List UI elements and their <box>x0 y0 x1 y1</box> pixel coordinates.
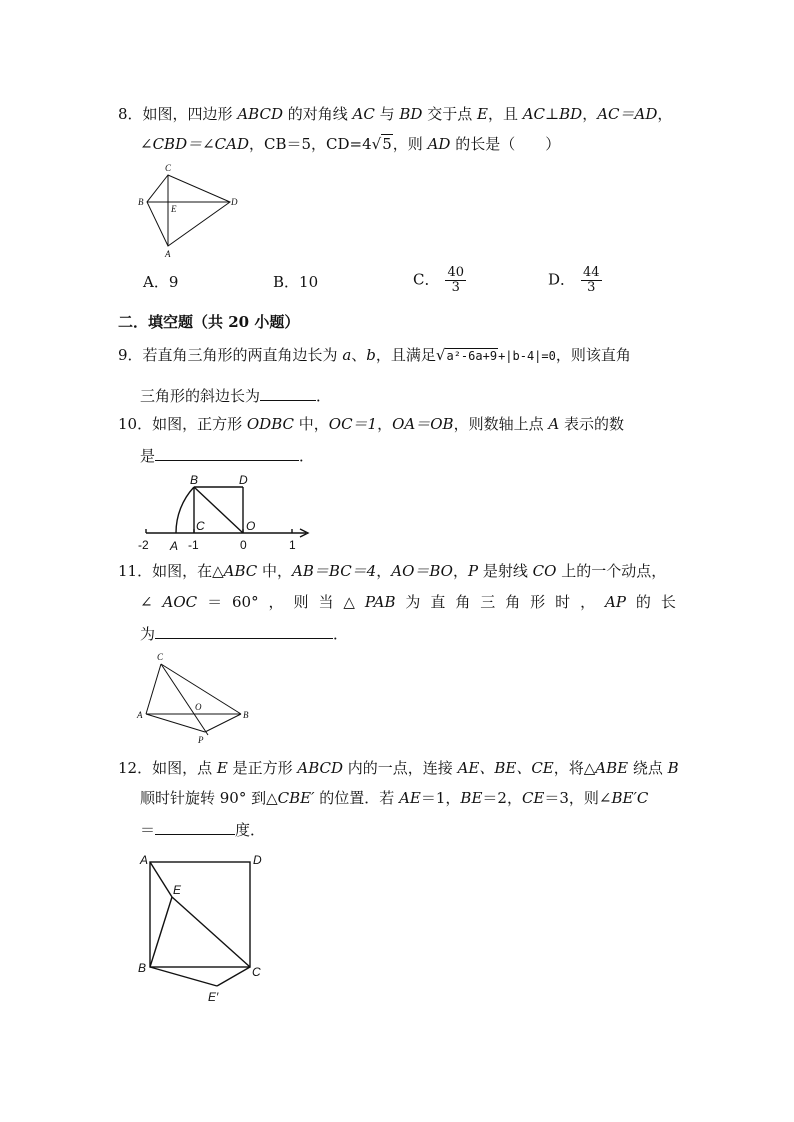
q11-answer-blank[interactable] <box>155 622 333 639</box>
q8-option-d-fraction: $\frac{44}{3}$ <box>583 265 600 295</box>
q8-line-2: ∠CBD＝∠CAD，CB＝5，CD=4√5，则 AD 的长是（ ） <box>140 135 561 153</box>
q11-label-p: P <box>198 735 204 745</box>
q8-option-a[interactable]: A．9 <box>143 273 179 291</box>
q11-label-o: O <box>195 702 202 712</box>
q12-label-c: C <box>252 965 261 979</box>
q11-segment-bp <box>205 714 241 732</box>
q8-option-b[interactable]: B．10 <box>273 273 319 291</box>
q11-number: 11． <box>118 562 153 580</box>
q12-label-a: A <box>140 853 149 867</box>
q10-label-d: D <box>239 473 248 487</box>
q10-answer-blank[interactable] <box>155 444 299 461</box>
q10-label-m2: -2 <box>138 538 149 552</box>
q12-line-2: 顺时针旋转 90° 到△CBE′ 的位置．若 AE＝1，BE＝2，CE＝3，则∠BE′C <box>140 789 649 807</box>
q12-square <box>150 862 250 967</box>
q10-number: 10． <box>118 415 153 433</box>
q8-label-b: B <box>138 197 144 207</box>
q8-label-e: E <box>171 204 177 214</box>
q8-option-c[interactable]: C． $\frac{40}{3}$ <box>413 265 465 295</box>
q9-answer-blank[interactable] <box>260 384 316 401</box>
sqrt-sign: √ <box>371 135 382 153</box>
q11-side-cb <box>161 664 241 714</box>
q11-label-a: A <box>137 710 143 720</box>
q9-line-2: 三角形的斜边长为 ． <box>140 384 331 406</box>
q12-label-b: B <box>138 961 147 975</box>
q11-ray-co <box>161 664 208 735</box>
q8-label-a: A <box>165 249 171 259</box>
q12-line-3: ＝ 度． <box>140 818 265 840</box>
q12-number: 12． <box>118 759 153 777</box>
q10-label-a: A <box>170 539 179 553</box>
q12-label-d: D <box>253 853 262 867</box>
q11-line-1: 11．如图，在△ABC 中，AB＝BC＝4，AO＝BO，P 是射线 CO 上的一个动点， <box>118 562 667 580</box>
q9-number: 9． <box>118 346 143 364</box>
q12-line-1: 12．如图，点 E 是正方形 ABCD 内的一点，连接 AE、BE、CE，将△ABE 绕点 B <box>118 759 679 777</box>
q12-label-e-prime: E′ <box>208 990 219 1004</box>
q11-side-ca <box>146 664 161 714</box>
q10-label-m1: -1 <box>188 538 199 552</box>
q11-line-3: 为 ． <box>140 622 348 644</box>
q8-label-d: D <box>231 197 238 207</box>
q10-diagonal-bo <box>194 487 243 533</box>
section-heading: 二．填空题（共 20 小题） <box>118 313 300 331</box>
q8-option-c-fraction: $\frac{40}{3}$ <box>447 265 465 295</box>
q9-line-1: 9．若直角三角形的两直角边长为 a、b，且满足√a²-6a+9+|b-4|=0，则该直角 <box>118 346 631 364</box>
q8-option-d[interactable]: D． $\frac{44}{3}$ <box>548 265 600 295</box>
q10-label-1: 1 <box>289 538 296 552</box>
q12-segment-ce <box>172 897 250 967</box>
q10-label-o: O <box>246 519 256 533</box>
q10-line-2: 是 ． <box>140 444 314 466</box>
q10-axis-arrow <box>300 529 308 537</box>
q12-segment-ae <box>150 862 172 897</box>
q11-segment-ap <box>146 714 205 732</box>
q12-segment-be <box>150 897 172 967</box>
q11-label-c: C <box>157 652 164 662</box>
q12-label-e: E <box>173 883 182 897</box>
q10-arc <box>176 487 194 533</box>
q11-line-2: ∠ AOC ＝ 60° ， 则 当 △ PAB 为 直 角 三 角 形 时 ， AP 的 长 <box>140 593 676 611</box>
q8-line-1: 8．如图，四边形 ABCD 的对角线 AC 与 BD 交于点 E，且 AC⊥BD，AC＝AD， <box>118 105 673 123</box>
q10-line-1: 10．如图，正方形 ODBC 中，OC＝1，OA＝OB，则数轴上点 A 表示的数 <box>118 415 624 433</box>
q12-segment-be-prime <box>150 967 217 986</box>
sqrt-sign: √ <box>435 346 446 364</box>
q8-quadrilateral <box>147 175 230 246</box>
q10-label-c: C <box>196 519 205 533</box>
q10-label-b: B <box>190 473 199 487</box>
q12-segment-ce-prime <box>217 967 250 986</box>
q11-label-b: B <box>243 710 249 720</box>
q8-number: 8． <box>118 105 143 123</box>
q8-label-c: C <box>165 163 172 173</box>
q12-answer-blank[interactable] <box>155 818 235 835</box>
q10-label-0: 0 <box>240 538 247 552</box>
